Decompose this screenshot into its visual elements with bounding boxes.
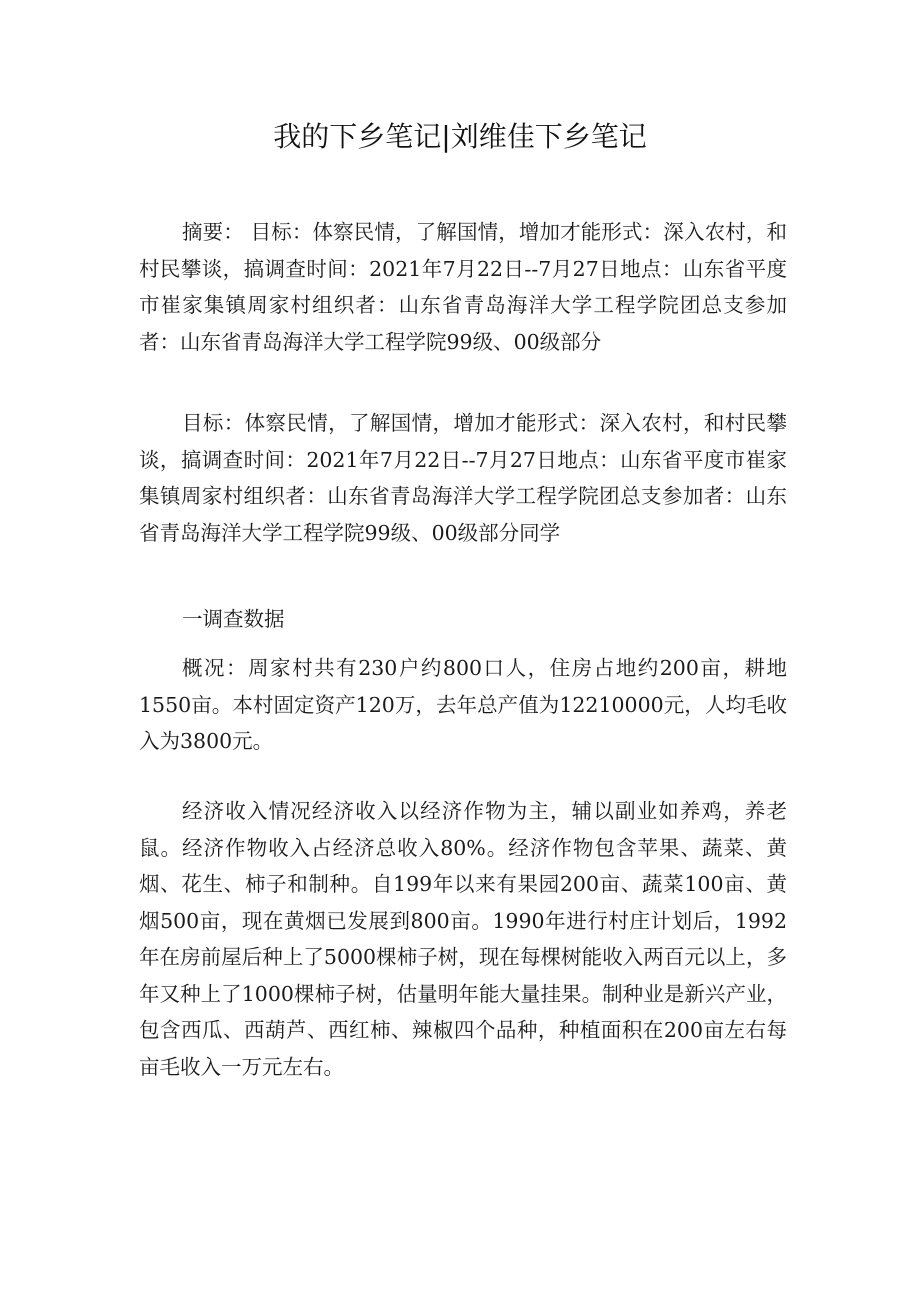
paragraph-economy: 经济收入情况经济收入以经济作物为主，辅以副业如养鸡，养老鼠。经济作物收入占经济总收入80%。经济作物包含苹果、蔬菜、黄烟、花生、柿子和制种。自199年以来有果园200亩、蔬菜100亩、黄烟500亩，现在黄烟已发展到800亩。1990年进行村庄计划后，1992年在房前屋后种上了5000棵柿子树，现在每棵树能收入两百元以上，多年又种上了1000棵柿子树，估量明年能大量挂果。制种业是新兴产业，包含西瓜、西葫芦、西红柿、辣椒四个品种，种植面积在200亩左右每亩毛收入一万元左右。 bbox=[139, 799, 787, 1079]
paragraph-abstract: 摘要： 目标：体察民情，了解国情，增加才能形式：深入农村，和村民攀谈，搞调查时间：2021年7月22日--7月27日地点：山东省平度市崔家集镇周家村组织者：山东省青岛海洋大学工程学院团总支参加者：山东省青岛海洋大学工程学院99级、00级部分 bbox=[139, 220, 787, 354]
document-title: 我的下乡笔记|刘维佳下乡笔记 bbox=[273, 120, 647, 153]
paragraph-goal: 目标：体察民情，了解国情，增加才能形式：深入农村，和村民攀谈，搞调查时间：2021年7月22日--7月27日地点：山东省平度市崔家集镇周家村组织者：山东省青岛海洋大学工程学院团总支参加者：山东省青岛海洋大学工程学院99级、00级部分同学 bbox=[139, 411, 787, 545]
paragraph-overview: 概况：周家村共有230户约800口人，住房占地约200亩，耕地1550亩。本村固定资产120万，去年总产值为12210000元，人均毛收入为3800元。 bbox=[139, 656, 787, 753]
section-heading: 一调查数据 bbox=[182, 607, 285, 631]
